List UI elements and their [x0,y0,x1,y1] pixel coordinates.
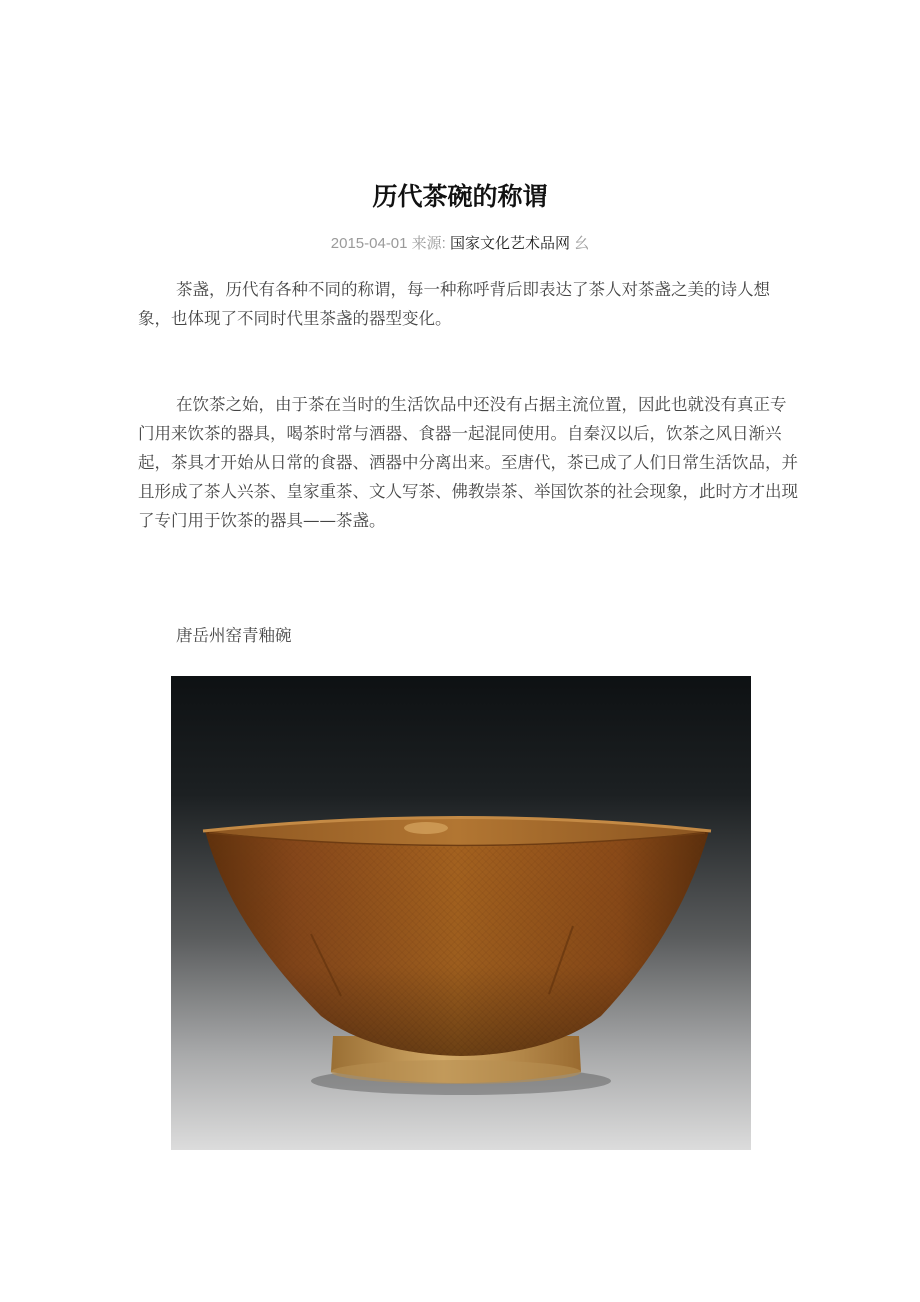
source-link[interactable]: 国家文化艺术品网 [450,235,571,252]
history-paragraph [138,390,798,535]
intro-paragraph-text: 茶盏，历代有各种不同的称谓，每一种称呼背后即表达了茶人对茶盏之美的诗人想象，也体现了不同时代里茶盏的器型变化。 [138,280,770,328]
intro-paragraph [138,275,798,333]
publish-date: 2015-04-01 [330,235,408,252]
article-meta [0,233,920,255]
image-caption: 唐岳州窑青釉碗 [176,626,292,645]
history-paragraph-text: 在饮茶之始，由于茶在当时的生活饮品中还没有占据主流位置，因此也就没有真正专门用来饮茶的器具，喝茶时常与酒器、食器一起混同使用。自秦汉以后，饮茶之风日渐兴起，茶具才开始从日常的食器、酒器中分离出来。至唐代，茶已成了人们日常生活饮品，并且形成了茶人兴茶、皇家重茶、文人写茶、佛教崇茶、举国饮茶的社会现象，此时方才出现了专门用于饮茶的器具——茶盏。 [138,395,798,530]
author-name: 幺 [574,235,590,252]
tea-bowl-photo [171,676,751,1150]
article-title: 历代茶碗的称谓 [372,182,548,211]
source-label: 来源: [411,235,446,252]
